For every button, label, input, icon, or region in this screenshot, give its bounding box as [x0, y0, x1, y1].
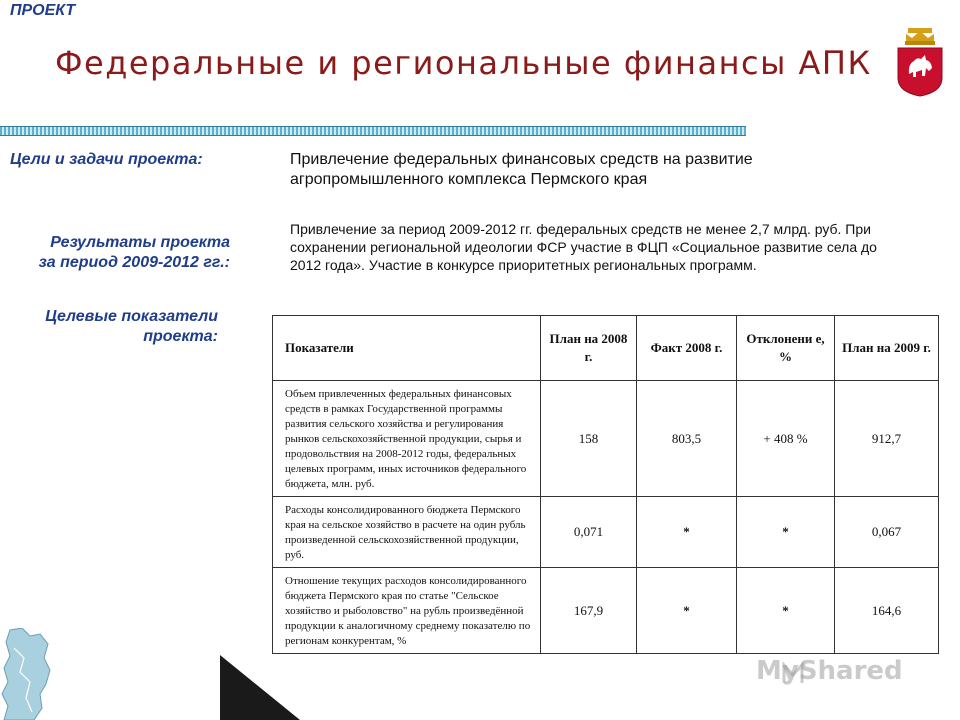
- table-header-row: [273, 316, 939, 381]
- table-row: [273, 568, 939, 654]
- results-text: Привлечение за период 2009-2012 гг. федеральных средств не менее 2,7 млрд. руб. При сохранении региональной идеологии ФСР участие в ФЦП «Социальное развитие села до 2012 года». Участие в конкурсе приоритетных региональных программ.: [290, 221, 877, 273]
- plan-2008-cell: 167,9: [541, 568, 637, 654]
- plan-2009-cell: 164,6: [835, 568, 939, 654]
- indicator-cell: Объем привлеченных федеральных финансовых средств в рамках Государственной программы развития сельского хозяйства и регулирования рынков сельскохозяйственной продукции, сырья и продовольствия на 2008-2012 годы, федеральных целевых программ, иных источников федерального бюджета, млн. руб.: [273, 381, 541, 497]
- table-row: [273, 381, 939, 497]
- targets-label-line1: Целевые показатели: [45, 308, 218, 325]
- header-deviation: Отклонени е, %: [737, 316, 835, 381]
- results-label-line2: за период 2009-2012 гг.:: [38, 254, 230, 271]
- deviation-cell: *: [737, 497, 835, 568]
- goals-text: Привлечение федеральных финансовых средств на развитие агропромышленного комплекса Пермского края: [290, 151, 753, 188]
- divider: [0, 126, 746, 136]
- perm-krai-coat-of-arms-icon: [892, 26, 948, 98]
- fact-2008-cell: *: [637, 568, 737, 654]
- table-row: [273, 497, 939, 568]
- fact-2008-cell: *: [637, 497, 737, 568]
- header-plan-2009: План на 2009 г.: [835, 316, 939, 381]
- targets-label-line2: проекта:: [143, 328, 218, 345]
- project-tag: ПРОЕКТ: [10, 2, 76, 19]
- goals-label: Цели и задачи проекта:: [10, 151, 203, 168]
- indicators-table: [272, 315, 939, 654]
- indicator-cell: Отношение текущих расходов консолидированного бюджета Пермского края по статье "Сельское хозяйство и рыболовство" на рубль произведённой продукции к аналогичному среднему показателю по регионам конкурентам, %: [273, 568, 541, 654]
- header-fact-2008: Факт 2008 г.: [637, 316, 737, 381]
- plan-2008-cell: 0,071: [541, 497, 637, 568]
- fact-2008-cell: 803,5: [637, 381, 737, 497]
- results-label: [6, 233, 230, 273]
- page-title: Федеральные и региональные финансы АПК: [55, 44, 872, 82]
- indicator-cell: Расходы консолидированного бюджета Пермского края на сельское хозяйство в расчете на один рубль произведенной сельскохозяйственной продукции, руб.: [273, 497, 541, 568]
- watermark: MyShared: [756, 656, 903, 686]
- results-label-line1: Результаты проекта: [50, 234, 230, 251]
- plan-2009-cell: 912,7: [835, 381, 939, 497]
- header-indicator: Показатели: [273, 316, 541, 381]
- decorative-wedge: [220, 655, 300, 720]
- plan-2009-cell: 0,067: [835, 497, 939, 568]
- deviation-cell: *: [737, 568, 835, 654]
- perm-krai-map-icon: [0, 628, 52, 720]
- header-plan-2008: План на 2008 г.: [541, 316, 637, 381]
- targets-label: [0, 307, 218, 347]
- plan-2008-cell: 158: [541, 381, 637, 497]
- deviation-cell: + 408 %: [737, 381, 835, 497]
